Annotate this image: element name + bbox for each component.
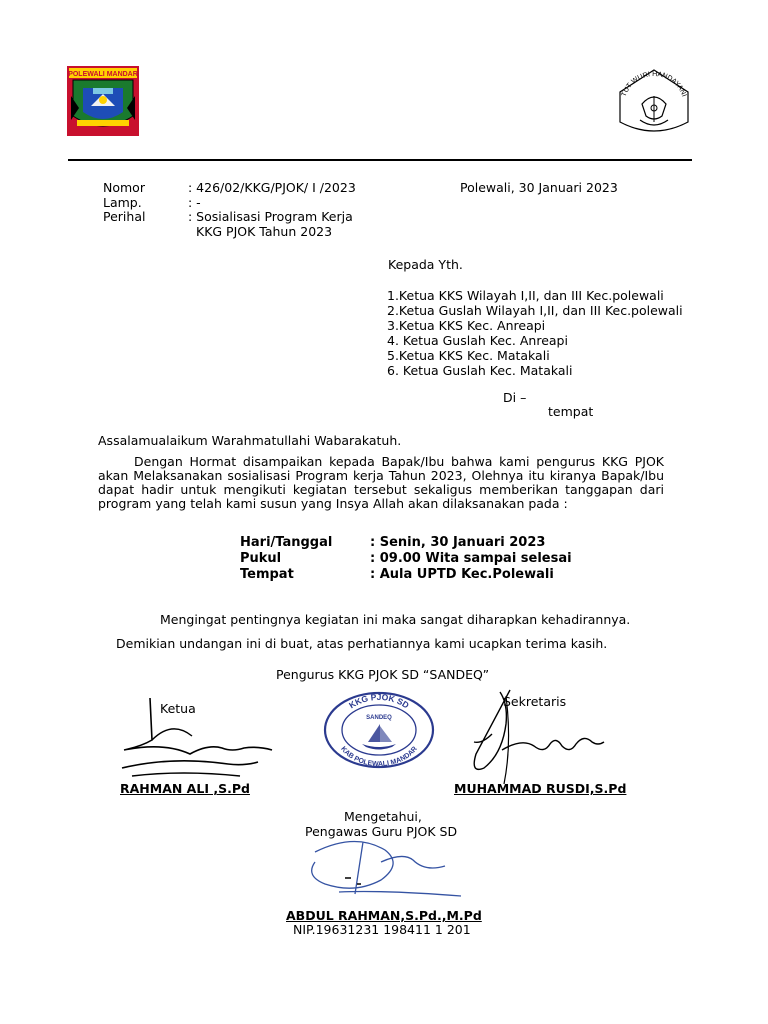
detail-label-hari: Hari/Tanggal	[240, 535, 333, 550]
perihal-label: Perihal	[103, 209, 146, 224]
detail-value-pukul: : 09.00 Wita sampai selesai	[370, 551, 572, 566]
greeting: Assalamualaikum Warahmatullahi Wabarakatuh.	[98, 433, 402, 448]
polewali-mandar-logo	[67, 66, 139, 136]
organization-stamp	[322, 690, 436, 770]
logo-motto-text: TUT WURI HANDAYANI	[620, 70, 688, 98]
stamp-inner-text: SANDEQ	[366, 715, 392, 721]
recipient-item: 1.Ketua KKS Wilayah I,II, dan III Kec.polewali	[387, 288, 664, 303]
ketua-label: Ketua	[160, 701, 196, 716]
svg-text:TUT WURI HANDAYANI	[621, 71, 688, 98]
pengawas-name: ABDUL RAHMAN,S.Pd.,M.Pd	[286, 908, 482, 923]
closing-line-2: Demikian undangan ini di buat, atas perhatiannya kami ucapkan terima kasih.	[116, 636, 608, 651]
pengawas-title: Pengawas Guru PJOK SD	[305, 824, 458, 839]
organization-name: Pengurus KKG PJOK SD “SANDEQ”	[276, 667, 490, 682]
closing-line-1: Mengingat pentingnya kegiatan ini maka sangat diharapkan kehadirannya.	[160, 612, 631, 627]
kepada-yth: Kepada Yth.	[388, 257, 463, 272]
recipient-item: 5.Ketua KKS Kec. Matakali	[387, 348, 550, 363]
sekretaris-name: MUHAMMAD RUSDI,S.Pd	[454, 781, 627, 796]
perihal-value-line1: : Sosialisasi Program Kerja	[188, 209, 353, 224]
lamp-label: Lamp.	[103, 195, 142, 210]
place-date: Polewali, 30 Januari 2023	[460, 180, 618, 195]
lamp-value: : -	[188, 195, 201, 210]
ketua-signature	[112, 690, 282, 785]
logo-banner-text: POLEWALI MANDAR	[68, 71, 138, 78]
detail-label-pukul: Pukul	[240, 551, 282, 566]
recipient-item: 2.Ketua Guslah Wilayah I,II, dan III Kec.polewali	[387, 303, 683, 318]
body-paragraph: Dengan Hormat disampaikan kepada Bapak/Ibu bahwa kami pengurus KKG PJOK akan Melaksanakan sosialisasi Program kerja Tahun 2023, Olehnya itu kiranya Bapak/Ibu dapat hadir untuk mengikuti kegiatan tersebut sekaligus memberikan tanggapan dari program yang telah kami susun yang Insya Allah akan dilaksanakan pada :	[98, 454, 664, 511]
recipient-item: 3.Ketua KKS Kec. Anreapi	[387, 318, 546, 333]
pengawas-signature	[285, 832, 465, 904]
nomor-value: : 426/02/KKG/PJOK/ I /2023	[188, 180, 356, 195]
detail-label-tempat: Tempat	[240, 567, 294, 582]
recipient-list	[387, 288, 683, 378]
sekretaris-signature	[452, 684, 612, 794]
recipient-item: 6. Ketua Guslah Kec. Matakali	[387, 363, 573, 378]
detail-value-tempat: : Aula UPTD Kec.Polewali	[370, 567, 554, 582]
letterhead-rule	[68, 159, 692, 161]
sekretaris-label: Sekretaris	[503, 694, 567, 709]
mengetahui-label: Mengetahui,	[344, 809, 422, 824]
di-label: Di –	[503, 390, 527, 405]
svg-text:KKG PJOK SD	[347, 692, 411, 710]
ketua-name: RAHMAN ALI ,S.Pd	[120, 781, 250, 796]
perihal-value-line2: KKG PJOK Tahun 2023	[196, 224, 333, 239]
detail-value-hari: : Senin, 30 Januari 2023	[370, 535, 546, 550]
tut-wuri-handayani-logo	[612, 66, 696, 138]
tempat-label: tempat	[548, 404, 594, 419]
pengawas-nip: NIP.19631231 198411 1 201	[293, 922, 471, 937]
stamp-top-text: KKG PJOK SD	[347, 691, 411, 711]
stamp-bottom-text: KAB POLEWALI MANDAR	[339, 745, 419, 769]
nomor-label: Nomor	[103, 180, 145, 195]
recipient-item: 4. Ketua Guslah Kec. Anreapi	[387, 333, 568, 348]
